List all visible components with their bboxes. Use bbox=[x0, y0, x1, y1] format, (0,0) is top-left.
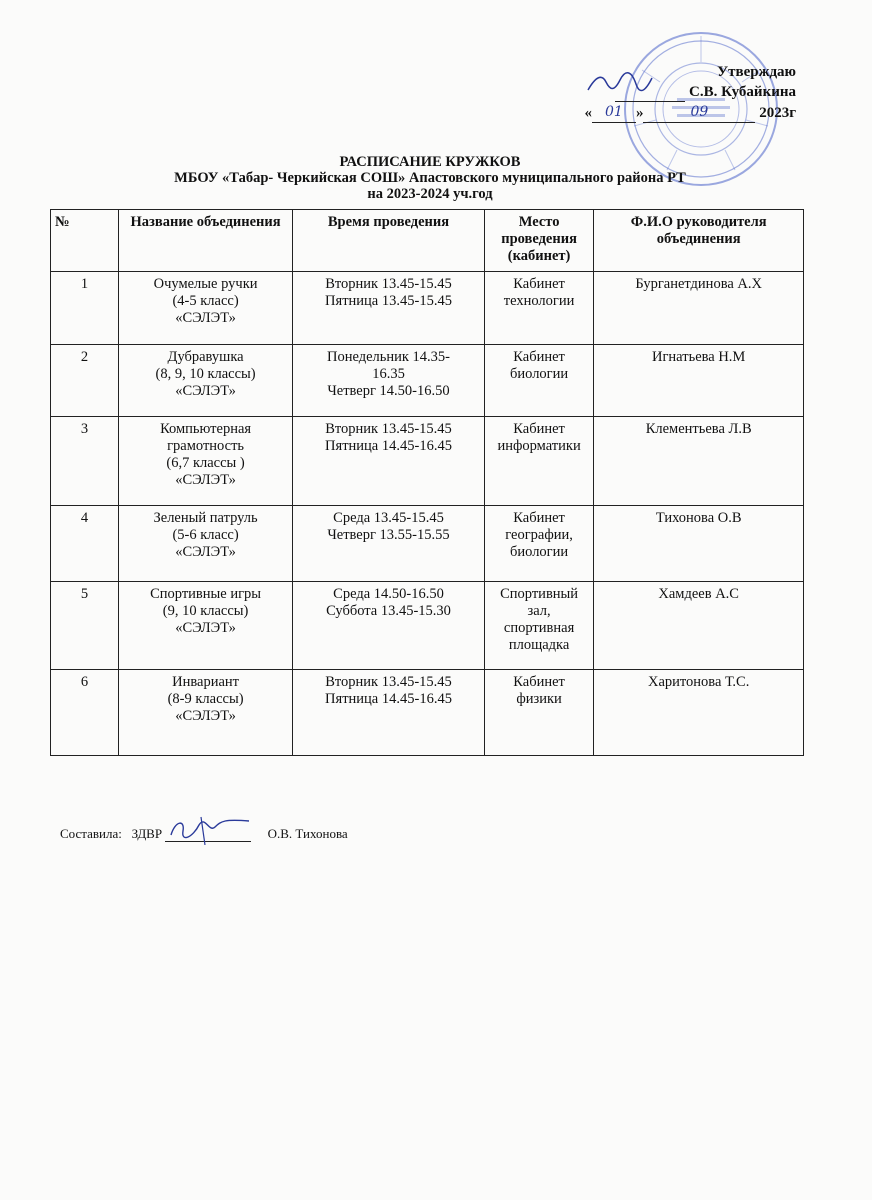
row-number: 1 bbox=[51, 272, 119, 345]
document-title bbox=[60, 154, 800, 202]
table-row bbox=[51, 670, 804, 756]
club-place: Кабинет биологии bbox=[484, 345, 594, 417]
row-number: 3 bbox=[51, 417, 119, 506]
club-place: Кабинет физики bbox=[484, 670, 594, 756]
club-time: Понедельник 14.35- 16.35 Четверг 14.50-16.50 bbox=[293, 345, 485, 417]
club-time: Среда 14.50-16.50 Суббота 13.45-15.30 bbox=[293, 582, 485, 670]
club-name: Спортивные игры (9, 10 классы) «СЭЛЭТ» bbox=[118, 582, 292, 670]
approve-label: Утверждаю bbox=[717, 64, 796, 80]
club-name: Очумелые ручки (4-5 класс) «СЭЛЭТ» bbox=[118, 272, 292, 345]
date-open-quote: « bbox=[584, 105, 592, 121]
compiled-label: Составила: bbox=[60, 826, 122, 841]
schedule-table bbox=[50, 209, 804, 756]
club-leader: Игнатьева Н.М bbox=[594, 345, 804, 417]
approval-date bbox=[560, 102, 796, 122]
club-place: Кабинет технологии bbox=[484, 272, 594, 345]
header-leader: Ф.И.О руководителя объединения bbox=[594, 210, 804, 272]
compiler-signature-icon bbox=[165, 811, 251, 845]
club-time: Среда 13.45-15.45 Четверг 13.55-15.55 bbox=[293, 506, 485, 582]
row-number: 4 bbox=[51, 506, 119, 582]
row-number: 6 bbox=[51, 670, 119, 756]
approver-name: С.В. Кубайкина bbox=[689, 84, 796, 100]
club-leader: Клементьева Л.В bbox=[594, 417, 804, 506]
date-day: 01 bbox=[592, 102, 636, 123]
approver-line bbox=[560, 82, 796, 102]
title-line-2: МБОУ «Табар- Черкийская СОШ» Апастовского муниципального района РТ bbox=[174, 170, 686, 186]
club-leader: Бурганетдинова А.Х bbox=[594, 272, 804, 345]
club-name: Компьютерная грамотность (6,7 классы ) «СЭЛЭТ» bbox=[118, 417, 292, 506]
header-time: Время проведения bbox=[293, 210, 485, 272]
club-name: Инвариант (8-9 классы) «СЭЛЭТ» bbox=[118, 670, 292, 756]
table-row bbox=[51, 272, 804, 345]
compiled-by bbox=[60, 826, 348, 842]
table-row bbox=[51, 506, 804, 582]
table-header-row bbox=[51, 210, 804, 272]
date-close-quote: » bbox=[635, 105, 644, 121]
club-leader: Хамдеев А.С bbox=[594, 582, 804, 670]
row-number: 2 bbox=[51, 345, 119, 417]
club-leader: Харитонова Т.С. bbox=[594, 670, 804, 756]
approval-block bbox=[560, 62, 796, 122]
compiler-name: О.В. Тихонова bbox=[267, 826, 348, 841]
club-time: Вторник 13.45-15.45 Пятница 13.45-15.45 bbox=[293, 272, 485, 345]
club-place: Кабинет информатики bbox=[484, 417, 594, 506]
club-leader: Тихонова О.В bbox=[594, 506, 804, 582]
title-line-3: на 2023-2024 уч.год bbox=[367, 186, 493, 202]
date-month: 09 bbox=[643, 102, 755, 123]
table-row bbox=[51, 345, 804, 417]
header-number: № bbox=[51, 210, 119, 272]
club-name: Зеленый патруль (5-6 класс) «СЭЛЭТ» bbox=[118, 506, 292, 582]
club-place: Кабинет географии, биологии bbox=[484, 506, 594, 582]
header-name: Название объединения bbox=[118, 210, 292, 272]
title-line-1: РАСПИСАНИЕ КРУЖКОВ bbox=[339, 154, 521, 170]
club-time: Вторник 13.45-15.45 Пятница 14.45-16.45 bbox=[293, 670, 485, 756]
date-year: 2023г bbox=[759, 105, 796, 121]
row-number: 5 bbox=[51, 582, 119, 670]
compiler-position: ЗДВР bbox=[131, 826, 163, 841]
club-place: Спортивный зал, спортивная площадка bbox=[484, 582, 594, 670]
club-time: Вторник 13.45-15.45 Пятница 14.45-16.45 bbox=[293, 417, 485, 506]
compiler-signature-line bbox=[165, 827, 251, 842]
club-name: Дубравушка (8, 9, 10 классы) «СЭЛЭТ» bbox=[118, 345, 292, 417]
header-place: Место проведения (кабинет) bbox=[484, 210, 594, 272]
table-row bbox=[51, 417, 804, 506]
table-row bbox=[51, 582, 804, 670]
approver-signature-icon bbox=[584, 68, 654, 98]
